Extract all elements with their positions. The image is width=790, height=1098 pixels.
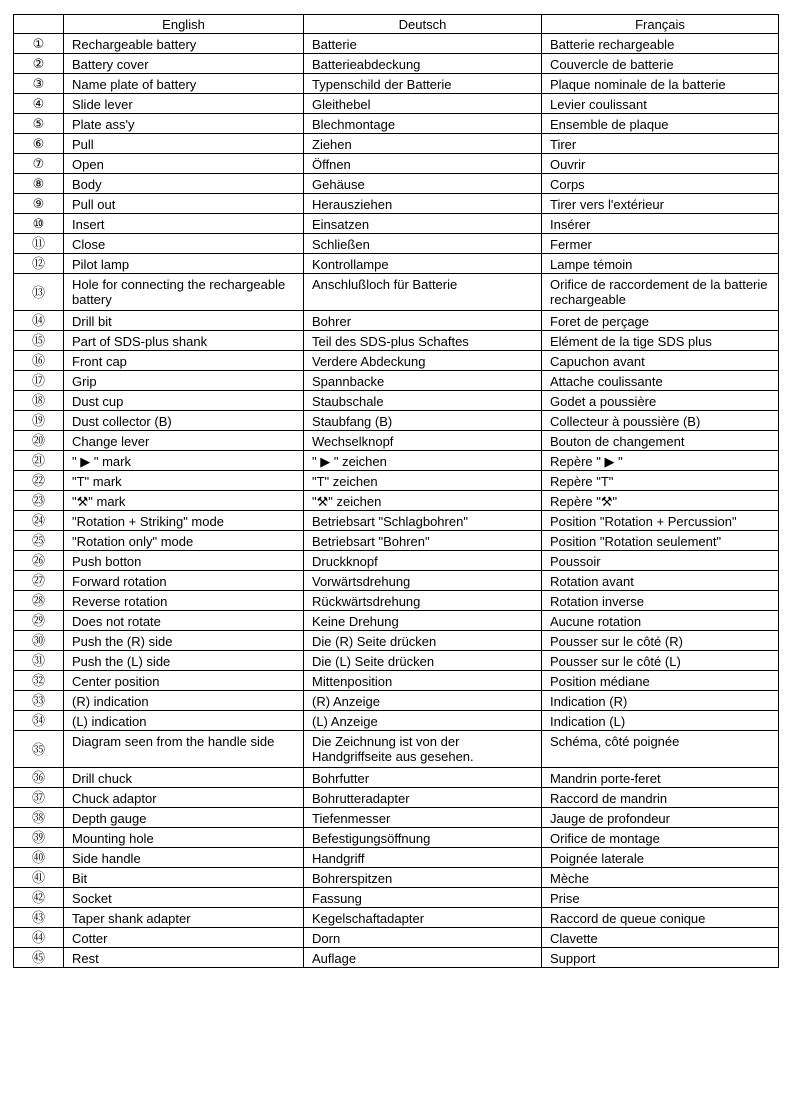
table-row: [14, 134, 779, 154]
french-term: Raccord de mandrin: [542, 788, 779, 808]
row-number: ⑭: [14, 311, 64, 331]
row-number: ⑱: [14, 391, 64, 411]
row-number: ㊵: [14, 848, 64, 868]
french-term: Elément de la tige SDS plus: [542, 331, 779, 351]
english-term: Push the (L) side: [64, 651, 304, 671]
german-term: Die (R) Seite drücken: [304, 631, 542, 651]
table-row: [14, 371, 779, 391]
row-number: ㉓: [14, 491, 64, 511]
english-term: Push the (R) side: [64, 631, 304, 651]
row-number: ①: [14, 34, 64, 54]
german-term: Typenschild der Batterie: [304, 74, 542, 94]
row-number: ㉛: [14, 651, 64, 671]
german-term: Auflage: [304, 948, 542, 968]
row-number: ㉒: [14, 471, 64, 491]
german-term: Mittenposition: [304, 671, 542, 691]
english-term: Dust cup: [64, 391, 304, 411]
row-number: ㉞: [14, 711, 64, 731]
row-number: ⑮: [14, 331, 64, 351]
table-row: [14, 928, 779, 948]
german-term: Öffnen: [304, 154, 542, 174]
english-term: Hole for connecting the rechargeable battery: [64, 274, 304, 311]
row-number: ⑧: [14, 174, 64, 194]
header-row: [14, 15, 779, 34]
table-row: [14, 391, 779, 411]
english-term: Name plate of battery: [64, 74, 304, 94]
header-deutsch: Deutsch: [304, 15, 542, 34]
english-term: Pilot lamp: [64, 254, 304, 274]
french-term: Bouton de changement: [542, 431, 779, 451]
french-term: Poignée laterale: [542, 848, 779, 868]
table-row: [14, 768, 779, 788]
german-term: Teil des SDS-plus Schaftes: [304, 331, 542, 351]
table-row: [14, 828, 779, 848]
french-term: Capuchon avant: [542, 351, 779, 371]
german-term: Batterie: [304, 34, 542, 54]
row-number: ㊱: [14, 768, 64, 788]
header-number: [14, 15, 64, 34]
table-row: [14, 651, 779, 671]
table-row: [14, 34, 779, 54]
table-row: [14, 234, 779, 254]
german-term: Ziehen: [304, 134, 542, 154]
table-row: [14, 848, 779, 868]
german-term: Staubfang (B): [304, 411, 542, 431]
english-term: Reverse rotation: [64, 591, 304, 611]
row-number: ㉝: [14, 691, 64, 711]
header-francais: Français: [542, 15, 779, 34]
row-number: ㉑: [14, 451, 64, 471]
german-term: Staubschale: [304, 391, 542, 411]
german-term: Bohrutteradapter: [304, 788, 542, 808]
row-number: ⑯: [14, 351, 64, 371]
german-term: Kontrollampe: [304, 254, 542, 274]
english-term: Slide lever: [64, 94, 304, 114]
row-number: ㉟: [14, 731, 64, 768]
row-number: ⑫: [14, 254, 64, 274]
table-row: [14, 591, 779, 611]
english-term: Plate ass'y: [64, 114, 304, 134]
table-row: [14, 154, 779, 174]
english-term: "T" mark: [64, 471, 304, 491]
table-row: [14, 631, 779, 651]
row-number: ⑲: [14, 411, 64, 431]
table-row: [14, 254, 779, 274]
table-row: [14, 411, 779, 431]
row-number: ㉘: [14, 591, 64, 611]
row-number: ⑩: [14, 214, 64, 234]
english-term: Diagram seen from the handle side: [64, 731, 304, 768]
table-row: [14, 274, 779, 311]
english-term: Rechargeable battery: [64, 34, 304, 54]
german-term: Tiefenmesser: [304, 808, 542, 828]
german-term: Blechmontage: [304, 114, 542, 134]
french-term: Clavette: [542, 928, 779, 948]
english-term: Front cap: [64, 351, 304, 371]
french-term: Fermer: [542, 234, 779, 254]
french-term: Levier coulissant: [542, 94, 779, 114]
row-number: ㉕: [14, 531, 64, 551]
french-term: Position "Rotation + Percussion": [542, 511, 779, 531]
french-term: Attache coulissante: [542, 371, 779, 391]
french-term: Couvercle de batterie: [542, 54, 779, 74]
table-row: [14, 351, 779, 371]
german-term: Betriebsart "Bohren": [304, 531, 542, 551]
german-term: Herausziehen: [304, 194, 542, 214]
row-number: ⑥: [14, 134, 64, 154]
french-term: Insérer: [542, 214, 779, 234]
row-number: ⑬: [14, 274, 64, 311]
row-number: ㉙: [14, 611, 64, 631]
french-term: Position médiane: [542, 671, 779, 691]
table-row: [14, 711, 779, 731]
row-number: ⑤: [14, 114, 64, 134]
german-term: Wechselknopf: [304, 431, 542, 451]
row-number: ㊷: [14, 888, 64, 908]
english-term: Close: [64, 234, 304, 254]
french-term: Orifice de montage: [542, 828, 779, 848]
french-term: Corps: [542, 174, 779, 194]
table-row: [14, 671, 779, 691]
english-term: Change lever: [64, 431, 304, 451]
header-english: English: [64, 15, 304, 34]
english-term: Pull out: [64, 194, 304, 214]
french-term: Position "Rotation seulement": [542, 531, 779, 551]
table-row: [14, 311, 779, 331]
english-term: Taper shank adapter: [64, 908, 304, 928]
english-term: " ▶ " mark: [64, 451, 304, 471]
table-row: [14, 491, 779, 511]
row-number: ㊺: [14, 948, 64, 968]
french-term: Schéma, côté poignée: [542, 731, 779, 768]
german-term: (R) Anzeige: [304, 691, 542, 711]
row-number: ㊲: [14, 788, 64, 808]
row-number: ㊳: [14, 808, 64, 828]
row-number: ㉔: [14, 511, 64, 531]
english-term: Part of SDS-plus shank: [64, 331, 304, 351]
glossary-table: [13, 14, 779, 968]
german-term: "T" zeichen: [304, 471, 542, 491]
table-row: [14, 551, 779, 571]
french-term: Indication (R): [542, 691, 779, 711]
german-term: Keine Drehung: [304, 611, 542, 631]
row-number: ㊴: [14, 828, 64, 848]
english-term: "Rotation + Striking" mode: [64, 511, 304, 531]
table-row: [14, 908, 779, 928]
french-term: Prise: [542, 888, 779, 908]
english-term: Depth gauge: [64, 808, 304, 828]
table-row: [14, 74, 779, 94]
english-term: "Rotation only" mode: [64, 531, 304, 551]
german-term: Gehäuse: [304, 174, 542, 194]
french-term: Pousser sur le côté (R): [542, 631, 779, 651]
english-term: Battery cover: [64, 54, 304, 74]
french-term: Batterie rechargeable: [542, 34, 779, 54]
english-term: Socket: [64, 888, 304, 908]
english-term: Mounting hole: [64, 828, 304, 848]
row-number: ②: [14, 54, 64, 74]
table-row: [14, 731, 779, 768]
english-term: Forward rotation: [64, 571, 304, 591]
german-term: Bohrfutter: [304, 768, 542, 788]
table-row: [14, 571, 779, 591]
table-row: [14, 174, 779, 194]
german-term: Schließen: [304, 234, 542, 254]
german-term: Handgriff: [304, 848, 542, 868]
german-term: Vorwärtsdrehung: [304, 571, 542, 591]
english-term: Bit: [64, 868, 304, 888]
french-term: Jauge de profondeur: [542, 808, 779, 828]
french-term: Poussoir: [542, 551, 779, 571]
french-term: Aucune rotation: [542, 611, 779, 631]
french-term: Mèche: [542, 868, 779, 888]
german-term: Batterieabdeckung: [304, 54, 542, 74]
english-term: Pull: [64, 134, 304, 154]
french-term: Raccord de queue conique: [542, 908, 779, 928]
french-term: Collecteur à poussière (B): [542, 411, 779, 431]
french-term: Lampe témoin: [542, 254, 779, 274]
english-term: Chuck adaptor: [64, 788, 304, 808]
english-term: Rest: [64, 948, 304, 968]
german-term: Druckknopf: [304, 551, 542, 571]
german-term: Gleithebel: [304, 94, 542, 114]
english-term: Cotter: [64, 928, 304, 948]
german-term: (L) Anzeige: [304, 711, 542, 731]
row-number: ㊸: [14, 908, 64, 928]
german-term: Befestigungsöffnung: [304, 828, 542, 848]
english-term: Center position: [64, 671, 304, 691]
row-number: ⑪: [14, 234, 64, 254]
table-row: [14, 94, 779, 114]
french-term: Mandrin porte-feret: [542, 768, 779, 788]
row-number: ⑦: [14, 154, 64, 174]
table-row: [14, 868, 779, 888]
french-term: Rotation inverse: [542, 591, 779, 611]
french-term: Orifice de raccordement de la batterie rechargeable: [542, 274, 779, 311]
french-term: Repère "⚒": [542, 491, 779, 511]
row-number: ㉗: [14, 571, 64, 591]
english-term: (R) indication: [64, 691, 304, 711]
french-term: Ouvrir: [542, 154, 779, 174]
english-term: Drill bit: [64, 311, 304, 331]
table-row: [14, 194, 779, 214]
english-term: Insert: [64, 214, 304, 234]
table-row: [14, 214, 779, 234]
table-row: [14, 691, 779, 711]
french-term: Tirer: [542, 134, 779, 154]
table-row: [14, 788, 779, 808]
english-term: Open: [64, 154, 304, 174]
german-term: Die (L) Seite drücken: [304, 651, 542, 671]
german-term: Einsatzen: [304, 214, 542, 234]
german-term: Bohrer: [304, 311, 542, 331]
german-term: Dorn: [304, 928, 542, 948]
german-term: Spannbacke: [304, 371, 542, 391]
table-row: [14, 54, 779, 74]
german-term: Anschlußloch für Batterie: [304, 274, 542, 311]
french-term: Rotation avant: [542, 571, 779, 591]
table-row: [14, 451, 779, 471]
row-number: ㊶: [14, 868, 64, 888]
french-term: Godet a poussière: [542, 391, 779, 411]
english-term: Body: [64, 174, 304, 194]
french-term: Repère " ▶ ": [542, 451, 779, 471]
german-term: Bohrerspitzen: [304, 868, 542, 888]
table-row: [14, 888, 779, 908]
table-row: [14, 531, 779, 551]
french-term: Ensemble de plaque: [542, 114, 779, 134]
german-term: Kegelschaftadapter: [304, 908, 542, 928]
row-number: ⑨: [14, 194, 64, 214]
table-row: [14, 611, 779, 631]
table-row: [14, 114, 779, 134]
german-term: Fassung: [304, 888, 542, 908]
french-term: Support: [542, 948, 779, 968]
english-term: "⚒" mark: [64, 491, 304, 511]
german-term: Rückwärtsdrehung: [304, 591, 542, 611]
row-number: ㊹: [14, 928, 64, 948]
table-row: [14, 431, 779, 451]
glossary-body: [14, 34, 779, 968]
german-term: "⚒" zeichen: [304, 491, 542, 511]
english-term: Push botton: [64, 551, 304, 571]
row-number: ⑰: [14, 371, 64, 391]
german-term: Betriebsart "Schlagbohren": [304, 511, 542, 531]
french-term: Indication (L): [542, 711, 779, 731]
english-term: Does not rotate: [64, 611, 304, 631]
row-number: ③: [14, 74, 64, 94]
row-number: ㉚: [14, 631, 64, 651]
english-term: (L) indication: [64, 711, 304, 731]
english-term: Grip: [64, 371, 304, 391]
english-term: Side handle: [64, 848, 304, 868]
row-number: ④: [14, 94, 64, 114]
german-term: Die Zeichnung ist von der Handgriffseite aus gesehen.: [304, 731, 542, 768]
german-term: Verdere Abdeckung: [304, 351, 542, 371]
table-row: [14, 808, 779, 828]
french-term: Tirer vers l'extérieur: [542, 194, 779, 214]
table-row: [14, 471, 779, 491]
table-row: [14, 948, 779, 968]
english-term: Drill chuck: [64, 768, 304, 788]
german-term: " ▶ " zeichen: [304, 451, 542, 471]
row-number: ⑳: [14, 431, 64, 451]
french-term: Pousser sur le côté (L): [542, 651, 779, 671]
french-term: Plaque nominale de la batterie: [542, 74, 779, 94]
row-number: ㉜: [14, 671, 64, 691]
french-term: Repère "T": [542, 471, 779, 491]
french-term: Foret de perçage: [542, 311, 779, 331]
english-term: Dust collector (B): [64, 411, 304, 431]
table-row: [14, 331, 779, 351]
table-row: [14, 511, 779, 531]
row-number: ㉖: [14, 551, 64, 571]
